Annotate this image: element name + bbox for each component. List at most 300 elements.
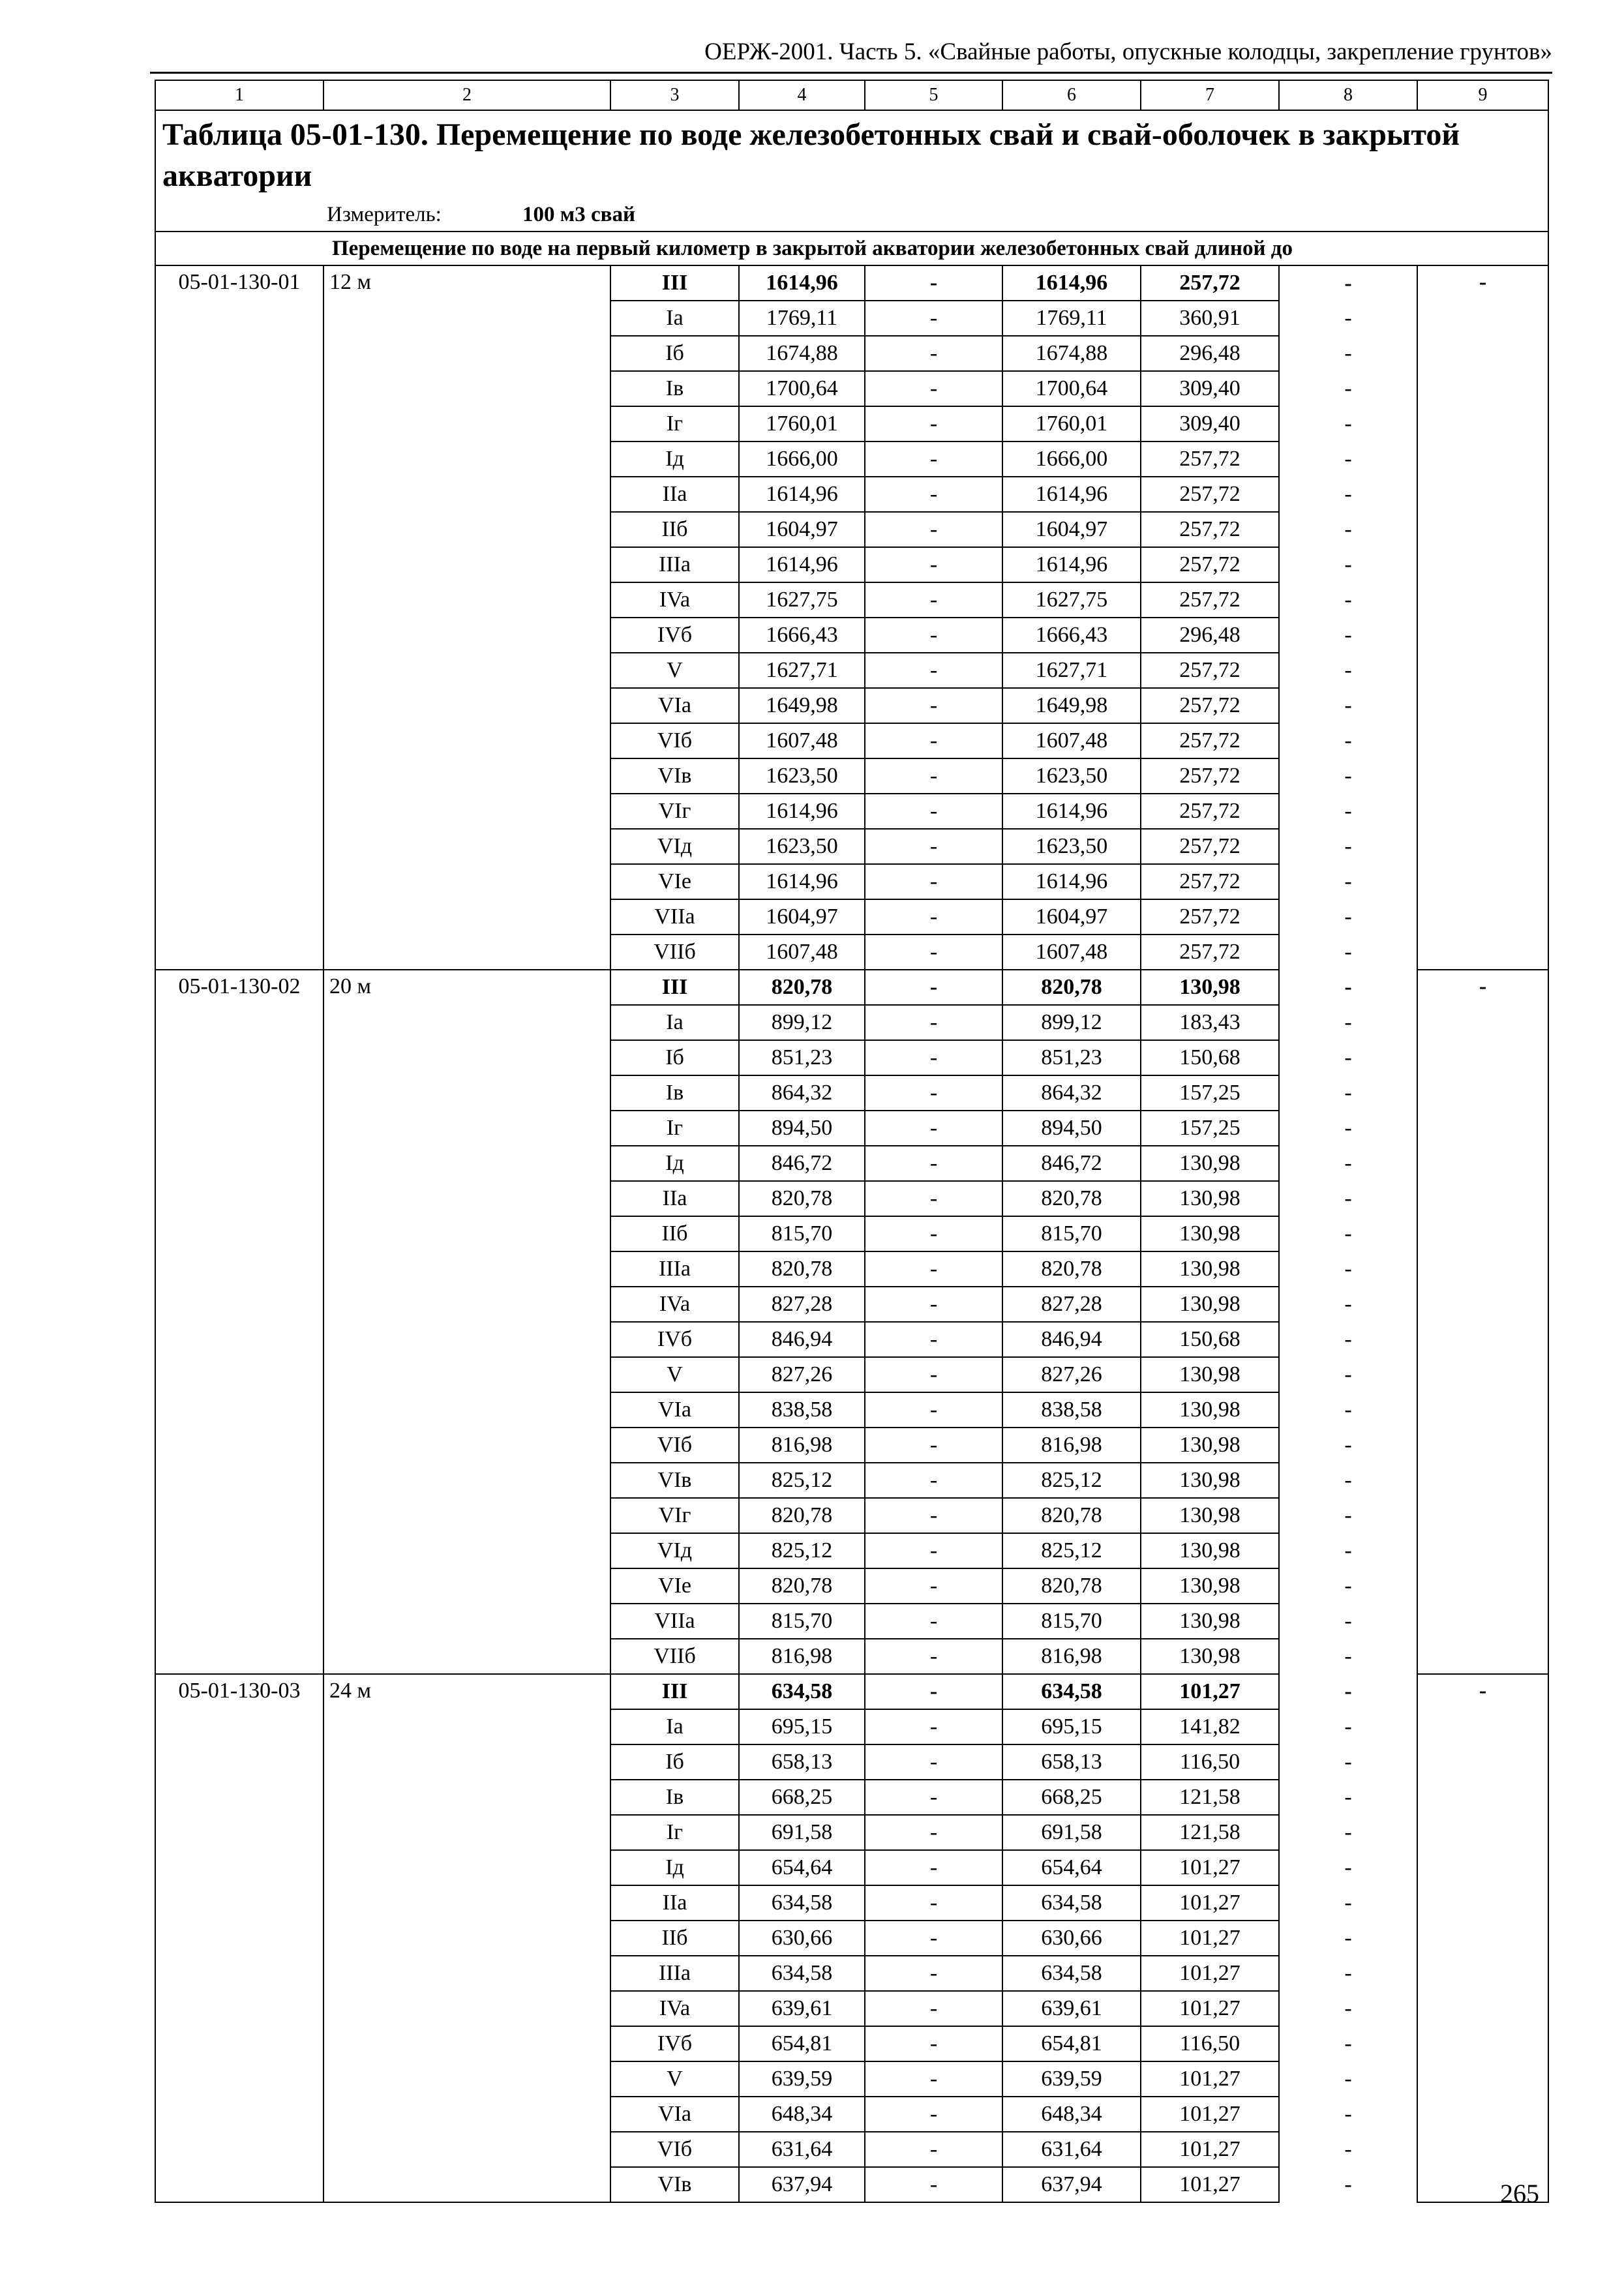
driver-wages: 130,98 — [1141, 970, 1279, 1005]
price-zone: Iб — [610, 1040, 739, 1075]
wages: - — [865, 2026, 1002, 2061]
direct-costs: 1607,48 — [739, 935, 865, 970]
driver-wages: 130,98 — [1141, 1287, 1279, 1322]
wages: - — [865, 477, 1002, 512]
driver-wages: 116,50 — [1141, 2026, 1279, 2061]
machine-costs: 631,64 — [1002, 2132, 1141, 2167]
price-zone: IVб — [610, 618, 739, 653]
price-zone: Iв — [610, 1780, 739, 1815]
machine-costs: 894,50 — [1002, 1111, 1141, 1146]
wages: - — [865, 1005, 1002, 1040]
direct-costs: 1760,01 — [739, 406, 865, 441]
material-costs: - — [1279, 1991, 1417, 2026]
material-costs: - — [1279, 336, 1417, 371]
driver-wages: 257,72 — [1141, 758, 1279, 794]
direct-costs: 668,25 — [739, 1780, 865, 1815]
direct-costs: 1623,50 — [739, 829, 865, 864]
wages: - — [865, 406, 1002, 441]
driver-wages: 141,82 — [1141, 1709, 1279, 1744]
wages: - — [865, 829, 1002, 864]
direct-costs: 1604,97 — [739, 512, 865, 547]
wages: - — [865, 1146, 1002, 1181]
norm-code: 05-01-130-01 — [155, 265, 323, 970]
machine-costs: 658,13 — [1002, 1744, 1141, 1780]
direct-costs: 815,70 — [739, 1216, 865, 1251]
material-costs: - — [1279, 1463, 1417, 1498]
machine-costs: 1614,96 — [1002, 547, 1141, 582]
driver-wages: 130,98 — [1141, 1428, 1279, 1463]
driver-wages: 130,98 — [1141, 1604, 1279, 1639]
price-zone: VIв — [610, 2167, 739, 2202]
machine-costs: 1700,64 — [1002, 371, 1141, 406]
price-zone: VIIб — [610, 935, 739, 970]
price-zone: Iб — [610, 336, 739, 371]
price-zone: VIб — [610, 1428, 739, 1463]
pile-length: 24 м — [323, 1674, 610, 2202]
price-zone: V — [610, 1357, 739, 1392]
table-body — [155, 80, 1548, 2202]
wages: - — [865, 1322, 1002, 1357]
column-number: 7 — [1141, 80, 1279, 110]
wages: - — [865, 1850, 1002, 1885]
driver-wages: 101,27 — [1141, 1991, 1279, 2026]
direct-costs: 1614,96 — [739, 794, 865, 829]
direct-costs: 654,81 — [739, 2026, 865, 2061]
driver-wages: 257,72 — [1141, 723, 1279, 758]
machine-costs: 1607,48 — [1002, 935, 1141, 970]
pile-length: 20 м — [323, 970, 610, 1674]
driver-wages: 121,58 — [1141, 1780, 1279, 1815]
price-zone: VIa — [610, 2097, 739, 2132]
wages: - — [865, 1216, 1002, 1251]
price-zone: Iд — [610, 1850, 739, 1885]
title-row — [155, 110, 1548, 198]
material-costs: - — [1279, 1251, 1417, 1287]
wages: - — [865, 1287, 1002, 1322]
driver-wages: 257,72 — [1141, 582, 1279, 618]
direct-costs: 846,72 — [739, 1146, 865, 1181]
wages: - — [865, 723, 1002, 758]
machine-costs: 1666,00 — [1002, 441, 1141, 477]
direct-costs: 1627,71 — [739, 653, 865, 688]
machine-costs: 695,15 — [1002, 1709, 1141, 1744]
driver-wages: 296,48 — [1141, 336, 1279, 371]
wages: - — [865, 512, 1002, 547]
direct-costs: 894,50 — [739, 1111, 865, 1146]
machine-costs: 1623,50 — [1002, 829, 1141, 864]
direct-costs: 1666,43 — [739, 618, 865, 653]
material-costs: - — [1279, 829, 1417, 864]
driver-wages: 309,40 — [1141, 371, 1279, 406]
material-costs: - — [1279, 688, 1417, 723]
machine-costs: 1614,96 — [1002, 477, 1141, 512]
machine-costs: 816,98 — [1002, 1428, 1141, 1463]
price-zone: IIIa — [610, 1956, 739, 1991]
price-zone: VIIa — [610, 1604, 739, 1639]
driver-wages: 130,98 — [1141, 1357, 1279, 1392]
machine-costs: 630,66 — [1002, 1921, 1141, 1956]
driver-wages: 130,98 — [1141, 1463, 1279, 1498]
wages: - — [865, 970, 1002, 1005]
column-number: 3 — [610, 80, 739, 110]
driver-wages: 257,72 — [1141, 547, 1279, 582]
price-zone: IIIa — [610, 1251, 739, 1287]
wages: - — [865, 1111, 1002, 1146]
table-title-cell — [155, 110, 1548, 198]
price-zone: Iг — [610, 1111, 739, 1146]
machine-costs: 1760,01 — [1002, 406, 1141, 441]
material-costs: - — [1279, 547, 1417, 582]
price-zone: IIa — [610, 477, 739, 512]
rates-table — [155, 80, 1549, 2203]
wages: - — [865, 2132, 1002, 2167]
wages: - — [865, 336, 1002, 371]
material-costs: - — [1279, 1392, 1417, 1428]
material-costs: - — [1279, 2026, 1417, 2061]
driver-wages: 257,72 — [1141, 794, 1279, 829]
column-9-value: - — [1417, 1674, 1548, 2202]
direct-costs: 899,12 — [739, 1005, 865, 1040]
driver-wages: 101,27 — [1141, 2097, 1279, 2132]
machine-costs: 820,78 — [1002, 1498, 1141, 1533]
column-number-row — [155, 80, 1548, 110]
price-zone: VIв — [610, 758, 739, 794]
price-zone: VIIa — [610, 899, 739, 935]
wages: - — [865, 1744, 1002, 1780]
driver-wages: 130,98 — [1141, 1216, 1279, 1251]
page-number: 265 — [1500, 2179, 1539, 2208]
wages: - — [865, 1568, 1002, 1604]
pile-length: 12 м — [323, 265, 610, 970]
wages: - — [865, 794, 1002, 829]
driver-wages: 130,98 — [1141, 1498, 1279, 1533]
price-zone: Iд — [610, 1146, 739, 1181]
machine-costs: 1674,88 — [1002, 336, 1141, 371]
machine-costs: 816,98 — [1002, 1639, 1141, 1674]
machine-costs: 820,78 — [1002, 1251, 1141, 1287]
machine-costs: 1666,43 — [1002, 618, 1141, 653]
direct-costs: 820,78 — [739, 1568, 865, 1604]
price-zone: Ia — [610, 1005, 739, 1040]
material-costs: - — [1279, 1357, 1417, 1392]
price-zone: IVa — [610, 582, 739, 618]
table-row — [155, 1674, 1548, 1709]
norm-code: 05-01-130-02 — [155, 970, 323, 1674]
driver-wages: 257,72 — [1141, 477, 1279, 512]
wages: - — [865, 1639, 1002, 1674]
price-zone: VIб — [610, 723, 739, 758]
material-costs: - — [1279, 301, 1417, 336]
wages: - — [865, 1921, 1002, 1956]
machine-costs: 827,28 — [1002, 1287, 1141, 1322]
price-zone: IIIa — [610, 547, 739, 582]
wages: - — [865, 2097, 1002, 2132]
material-costs: - — [1279, 1287, 1417, 1322]
direct-costs: 1769,11 — [739, 301, 865, 336]
price-zone: IIa — [610, 1885, 739, 1921]
wages: - — [865, 1040, 1002, 1075]
material-costs: - — [1279, 2061, 1417, 2097]
driver-wages: 360,91 — [1141, 301, 1279, 336]
price-zone: Iв — [610, 1075, 739, 1111]
driver-wages: 257,72 — [1141, 829, 1279, 864]
column-9-value: - — [1417, 265, 1548, 970]
material-costs: - — [1279, 477, 1417, 512]
direct-costs: 658,13 — [739, 1744, 865, 1780]
direct-costs: 1649,98 — [739, 688, 865, 723]
material-costs: - — [1279, 1428, 1417, 1463]
column-number: 1 — [155, 80, 323, 110]
direct-costs: 634,58 — [739, 1674, 865, 1709]
driver-wages: 101,27 — [1141, 1921, 1279, 1956]
wages: - — [865, 1709, 1002, 1744]
material-costs: - — [1279, 899, 1417, 935]
material-costs: - — [1279, 1040, 1417, 1075]
table-title: Таблица 05-01-130. Перемещение по воде железобетонных свай и свай-оболочек в закрытой акватории — [162, 117, 1460, 193]
driver-wages: 257,72 — [1141, 899, 1279, 935]
wages: - — [865, 864, 1002, 899]
driver-wages: 101,27 — [1141, 1850, 1279, 1885]
price-zone: VIб — [610, 2132, 739, 2167]
direct-costs: 1623,50 — [739, 758, 865, 794]
machine-costs: 1614,96 — [1002, 265, 1141, 301]
machine-costs: 1649,98 — [1002, 688, 1141, 723]
material-costs: - — [1279, 2167, 1417, 2202]
wages: - — [865, 618, 1002, 653]
price-zone: VIe — [610, 864, 739, 899]
direct-costs: 820,78 — [739, 1251, 865, 1287]
material-costs: - — [1279, 1744, 1417, 1780]
material-costs: - — [1279, 2132, 1417, 2167]
price-zone: VIe — [610, 1568, 739, 1604]
direct-costs: 691,58 — [739, 1815, 865, 1850]
machine-costs: 634,58 — [1002, 1674, 1141, 1709]
price-zone: IIб — [610, 1921, 739, 1956]
direct-costs: 827,28 — [739, 1287, 865, 1322]
driver-wages: 101,27 — [1141, 2167, 1279, 2202]
header-rule — [150, 72, 1552, 74]
material-costs: - — [1279, 582, 1417, 618]
wages: - — [865, 1885, 1002, 1921]
direct-costs: 630,66 — [739, 1921, 865, 1956]
material-costs: - — [1279, 653, 1417, 688]
price-zone: III — [610, 265, 739, 301]
wages: - — [865, 441, 1002, 477]
direct-costs: 820,78 — [739, 1181, 865, 1216]
direct-costs: 827,26 — [739, 1357, 865, 1392]
wages: - — [865, 688, 1002, 723]
driver-wages: 309,40 — [1141, 406, 1279, 441]
column-9-value: - — [1417, 970, 1548, 1674]
price-zone: Ia — [610, 301, 739, 336]
machine-costs: 1623,50 — [1002, 758, 1141, 794]
column-number: 5 — [865, 80, 1002, 110]
column-number: 2 — [323, 80, 610, 110]
wages: - — [865, 2061, 1002, 2097]
driver-wages: 150,68 — [1141, 1040, 1279, 1075]
wages: - — [865, 1181, 1002, 1216]
machine-costs: 820,78 — [1002, 1568, 1141, 1604]
material-costs: - — [1279, 758, 1417, 794]
wages: - — [865, 1674, 1002, 1709]
material-costs: - — [1279, 1005, 1417, 1040]
machine-costs: 1604,97 — [1002, 512, 1141, 547]
price-zone: VIд — [610, 1533, 739, 1568]
machine-costs: 639,59 — [1002, 2061, 1141, 2097]
direct-costs: 1700,64 — [739, 371, 865, 406]
wages: - — [865, 1498, 1002, 1533]
wages: - — [865, 1357, 1002, 1392]
price-zone: V — [610, 653, 739, 688]
material-costs: - — [1279, 1075, 1417, 1111]
driver-wages: 116,50 — [1141, 1744, 1279, 1780]
measure-row — [155, 198, 1548, 232]
machine-costs: 846,94 — [1002, 1322, 1141, 1357]
material-costs: - — [1279, 1533, 1417, 1568]
price-zone: VIд — [610, 829, 739, 864]
direct-costs: 634,58 — [739, 1885, 865, 1921]
direct-costs: 1614,96 — [739, 864, 865, 899]
material-costs: - — [1279, 935, 1417, 970]
driver-wages: 257,72 — [1141, 935, 1279, 970]
material-costs: - — [1279, 265, 1417, 301]
driver-wages: 150,68 — [1141, 1322, 1279, 1357]
wages: - — [865, 1392, 1002, 1428]
material-costs: - — [1279, 1639, 1417, 1674]
driver-wages: 257,72 — [1141, 265, 1279, 301]
wages: - — [865, 582, 1002, 618]
driver-wages: 130,98 — [1141, 1533, 1279, 1568]
driver-wages: 101,27 — [1141, 2132, 1279, 2167]
column-number: 6 — [1002, 80, 1141, 110]
price-zone: IIб — [610, 1216, 739, 1251]
driver-wages: 183,43 — [1141, 1005, 1279, 1040]
direct-costs: 1604,97 — [739, 899, 865, 935]
price-zone: Iб — [610, 1744, 739, 1780]
direct-costs: 1607,48 — [739, 723, 865, 758]
direct-costs: 820,78 — [739, 1498, 865, 1533]
direct-costs: 695,15 — [739, 1709, 865, 1744]
wages: - — [865, 1780, 1002, 1815]
driver-wages: 296,48 — [1141, 618, 1279, 653]
driver-wages: 157,25 — [1141, 1075, 1279, 1111]
wages: - — [865, 1075, 1002, 1111]
price-zone: VIв — [610, 1463, 739, 1498]
price-zone: III — [610, 1674, 739, 1709]
material-costs: - — [1279, 864, 1417, 899]
direct-costs: 639,59 — [739, 2061, 865, 2097]
machine-costs: 864,32 — [1002, 1075, 1141, 1111]
direct-costs: 846,94 — [739, 1322, 865, 1357]
machine-costs: 1627,75 — [1002, 582, 1141, 618]
price-zone: IVa — [610, 1287, 739, 1322]
driver-wages: 101,27 — [1141, 1674, 1279, 1709]
machine-costs: 825,12 — [1002, 1533, 1141, 1568]
price-zone: Iв — [610, 371, 739, 406]
machine-costs: 899,12 — [1002, 1005, 1141, 1040]
machine-costs: 1769,11 — [1002, 301, 1141, 336]
driver-wages: 257,72 — [1141, 441, 1279, 477]
material-costs: - — [1279, 1322, 1417, 1357]
price-zone: IIб — [610, 512, 739, 547]
price-zone: VIг — [610, 1498, 739, 1533]
machine-costs: 1614,96 — [1002, 794, 1141, 829]
direct-costs: 816,98 — [739, 1639, 865, 1674]
material-costs: - — [1279, 1709, 1417, 1744]
wages: - — [865, 1815, 1002, 1850]
direct-costs: 864,32 — [739, 1075, 865, 1111]
material-costs: - — [1279, 794, 1417, 829]
machine-costs: 846,72 — [1002, 1146, 1141, 1181]
material-costs: - — [1279, 970, 1417, 1005]
material-costs: - — [1279, 512, 1417, 547]
price-zone: Ia — [610, 1709, 739, 1744]
table-row — [155, 970, 1548, 1005]
machine-costs: 634,58 — [1002, 1956, 1141, 1991]
wages: - — [865, 653, 1002, 688]
material-costs: - — [1279, 371, 1417, 406]
material-costs: - — [1279, 1568, 1417, 1604]
price-zone: Iг — [610, 1815, 739, 1850]
machine-costs: 815,70 — [1002, 1216, 1141, 1251]
material-costs: - — [1279, 618, 1417, 653]
wages: - — [865, 1604, 1002, 1639]
price-zone: III — [610, 970, 739, 1005]
wages: - — [865, 371, 1002, 406]
driver-wages: 257,72 — [1141, 512, 1279, 547]
driver-wages: 130,98 — [1141, 1251, 1279, 1287]
wages: - — [865, 935, 1002, 970]
direct-costs: 825,12 — [739, 1463, 865, 1498]
norm-code: 05-01-130-03 — [155, 1674, 323, 2202]
machine-costs: 1607,48 — [1002, 723, 1141, 758]
machine-costs: 851,23 — [1002, 1040, 1141, 1075]
price-zone: Iд — [610, 441, 739, 477]
direct-costs: 825,12 — [739, 1533, 865, 1568]
direct-costs: 851,23 — [739, 1040, 865, 1075]
price-zone: IVб — [610, 1322, 739, 1357]
direct-costs: 816,98 — [739, 1428, 865, 1463]
wages: - — [865, 547, 1002, 582]
material-costs: - — [1279, 1956, 1417, 1991]
machine-costs: 820,78 — [1002, 1181, 1141, 1216]
material-costs: - — [1279, 1604, 1417, 1639]
machine-costs: 654,81 — [1002, 2026, 1141, 2061]
direct-costs: 648,34 — [739, 2097, 865, 2132]
driver-wages: 257,72 — [1141, 688, 1279, 723]
subheading-row — [155, 232, 1548, 265]
material-costs: - — [1279, 723, 1417, 758]
direct-costs: 838,58 — [739, 1392, 865, 1428]
price-zone: V — [610, 2061, 739, 2097]
price-zone: VIa — [610, 1392, 739, 1428]
direct-costs: 654,64 — [739, 1850, 865, 1885]
material-costs: - — [1279, 1111, 1417, 1146]
material-costs: - — [1279, 1921, 1417, 1956]
machine-costs: 1627,71 — [1002, 653, 1141, 688]
driver-wages: 101,27 — [1141, 2061, 1279, 2097]
driver-wages: 130,98 — [1141, 1568, 1279, 1604]
wages: - — [865, 301, 1002, 336]
machine-costs: 825,12 — [1002, 1463, 1141, 1498]
material-costs: - — [1279, 1885, 1417, 1921]
material-costs: - — [1279, 2097, 1417, 2132]
wages: - — [865, 1991, 1002, 2026]
wages: - — [865, 899, 1002, 935]
machine-costs: 838,58 — [1002, 1392, 1141, 1428]
material-costs: - — [1279, 441, 1417, 477]
direct-costs: 1614,96 — [739, 477, 865, 512]
